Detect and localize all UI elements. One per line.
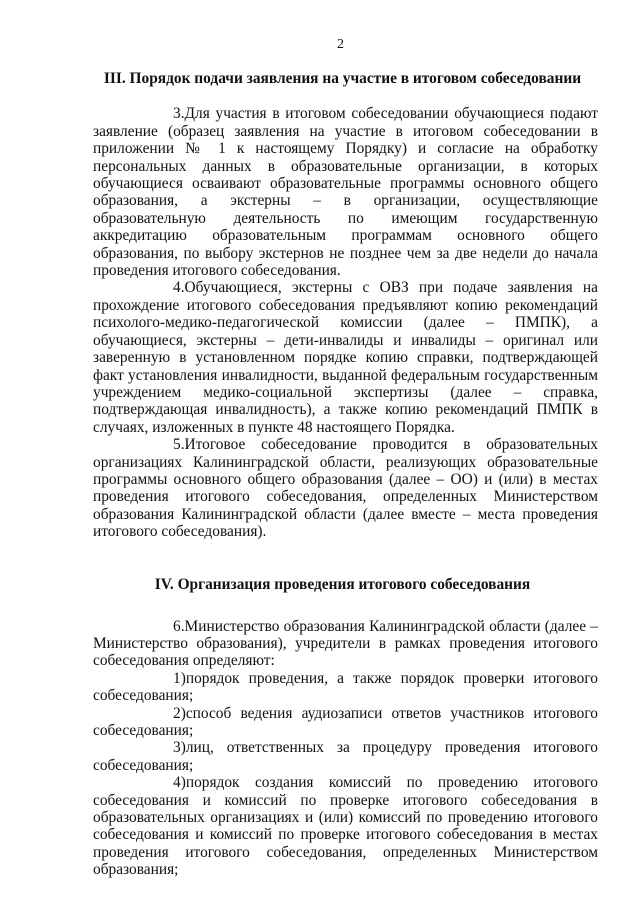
list-item-1: [93, 670, 598, 705]
list-item-text: лиц, ответственных за процедуру проведения итогового собеседования;: [93, 739, 598, 774]
list-item-number: 2): [173, 704, 186, 722]
list-item-text: способ ведения аудиозаписи ответов участников итогового собеседования;: [93, 704, 598, 739]
list-item-text: порядок создания комиссий по проведению итогового собеседования и комиссий по проверке итогового собеседования в образовательных организациях и (или) комиссий по проведению итогового собеседования и комиссий по проверке итогового собеседования в местах проведения итогового собеседования, определенных Министерством образования;: [93, 774, 598, 879]
list-item-number: 4): [173, 774, 186, 792]
paragraph-number: 5.: [173, 436, 185, 454]
list-item-3: [93, 739, 598, 774]
paragraph-text: Министерство образования Калининградской области (далее – Министерство образования), учредители в рамках проведения итогового собеседования определяют:: [93, 617, 598, 670]
paragraph-text: Для участия в итоговом собеседовании обучающиеся подают заявление (образец заявления на участие в итоговом собеседовании в приложении № 1 к настоящему Порядку) и согласие на обработку персональных данных в образовательные организации, в которых обучающиеся осваивают образовательные программы основного общего образования, а экстерны – в организации, осуществляющие образовательную деятельность по имеющим государственную аккредитацию образовательным программам основного общего образования, по выбору экстернов не позднее чем за две недели до начала проведения итогового собеседования.: [93, 105, 598, 280]
list-item-number: 1): [173, 669, 186, 687]
paragraph-number: 4.: [173, 279, 185, 297]
paragraph-3: [93, 105, 598, 279]
list-item-4: [93, 774, 598, 878]
list-item-number: 3): [173, 739, 186, 757]
list-item-text: порядок проведения, а также порядок проверки итогового собеседования;: [93, 669, 598, 705]
paragraph-4: [93, 279, 598, 436]
section-4-title: IV. Организация проведения итогового собеседования: [154, 575, 531, 593]
paragraph-number: 6.: [173, 617, 185, 635]
section-3-title: III. Порядок подачи заявления на участие в итоговом собеседовании: [103, 70, 582, 88]
list-item-2: [93, 705, 598, 740]
paragraph-text: Итоговое собеседование проводится в образовательных организациях Калининградской области, реализующих образовательные программы основного общего образования (далее – ОО) и (или) в местах проведения итогового собеседования, определенных Министерством образования Калининградской области (далее вместе – места проведения итогового собеседования).: [93, 436, 598, 541]
page-number: 2: [337, 37, 344, 52]
paragraph-text: Обучающиеся, экстерны с ОВЗ при подаче заявления на прохождение итогового собеседования предъявляют копию рекомендаций психолого-медико-педагогической комиссии (далее – ПМПК), а обучающиеся, экстерны – дети-инвалиды и инвалиды – оригинал или заверенную в установленном порядке копию справки, подтверждающей факт установления инвалидности, выданной федеральным государственным учреждением медико-социальной экспертизы (далее – справка, подтверждающая инвалидность), а также копию рекомендаций ПМПК в случаях, изложенных в пункте 48 настоящего Порядка.: [93, 279, 598, 436]
paragraph-5: [93, 436, 598, 540]
paragraph-6: [93, 618, 598, 670]
paragraph-number: 3.: [173, 105, 185, 123]
